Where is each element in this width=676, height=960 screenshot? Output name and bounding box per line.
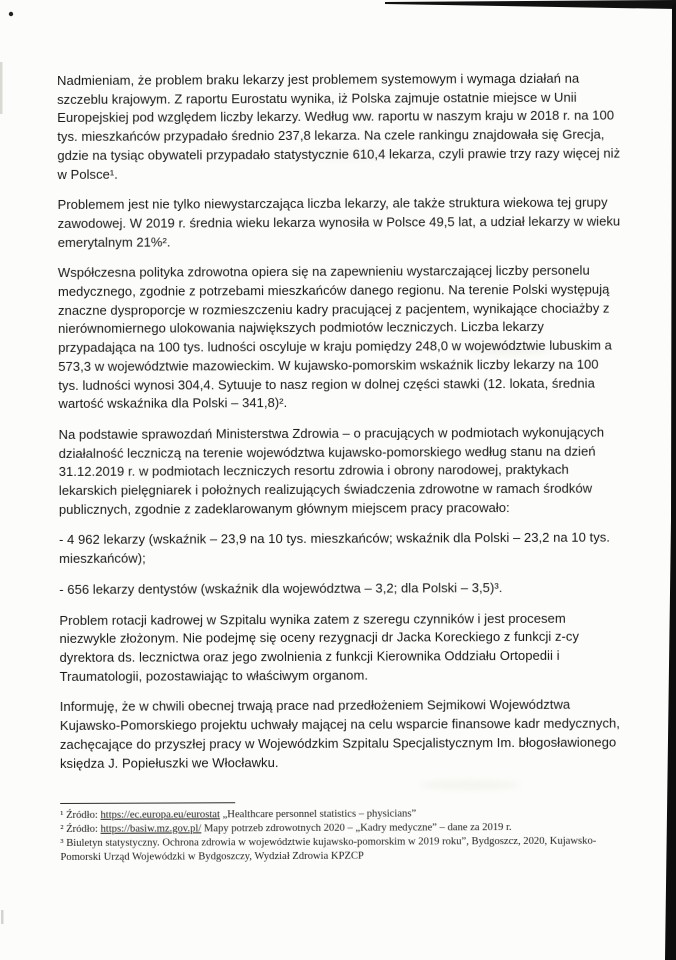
footnote (60, 834, 623, 864)
letter-content (57, 70, 623, 865)
paragraph: Na podstawie sprawozdań Ministerstwa Zdrowia – o pracujących w podmiotach wykonujących działalność leczniczą na terenie województwa kujawsko-pomorskiego według stanu na dzień 31.12.2019 r. w podmiotach leczniczych resortu zdrowia i obrony narodowej, praktykach lekarskich pielęgniarek i położnych realizujących świadczenia zdrowotne w ramach środków publicznych, zgodnie z zadeklarowanym głównym miejscem pracy pracowało: (58, 424, 605, 517)
footnote-text: ¹ Źródło: (60, 810, 101, 822)
left-edge-mark (1, 910, 4, 924)
paragraph: Problemem jest nie tylko niewystarczająca liczba lekarzy, ale także struktura wiekowa tej grupy zawodowej. W 2019 r. średnia wieku lekarza wynosiła w Polsce 49,5 lat, a udział lekarzy w wieku emerytalnym 21%². (57, 194, 621, 250)
footnotes (60, 807, 623, 865)
paragraph: Nadmieniam, że problem braku lekarzy jest problemem systemowym i wymaga działań na szczeblu krajowym. Z raportu Eurostatu wynika, iż Polska zajmuje ostatnie miejsce w Unii Europejskiej pod względem liczby lekarzy. Według ww. raportu w naszym kraju w 2018 r. na 100 tys. mieszkańców przypadało średnio 237,8 lekarza. Na czele rankingu znajdowała się Grecja, gdzie na tysiąc obywateli przypadało statystycznie 610,4 lekarza, czyli prawie trzy razy więcej niż w Polsce¹. (57, 70, 621, 182)
footnote-url: https://ec.europa.eu/eurostat (100, 809, 220, 822)
paragraphs (57, 70, 623, 774)
footnote-text: ² Źródło: (60, 823, 101, 835)
paragraph: - 4 962 lekarzy (wskaźnik – 23,9 na 10 tys. mieszkańców; wskaźnik dla Polski – 23,2 na 10 tys. mieszkańców); (59, 530, 611, 567)
left-edge-mark (0, 62, 3, 114)
footnote-url: https://basiw.mz.gov.pl/ (100, 823, 202, 835)
scan-edge-right (665, 2, 676, 960)
paragraph: - 656 lekarzy dentystów (wskaźnik dla województwa – 3,2; dla Polski – 3,5)³. (59, 579, 503, 597)
footnote-divider (60, 802, 235, 804)
footnote-text: Mapy potrzeb zdrowotnych 2020 – „Kadry medyczne” – dane za 2019 r. (201, 822, 512, 835)
footnote-text: „Healthcare personnel statistics – physicians” (219, 808, 417, 821)
paragraph: Współczesna polityka zdrowotna opiera się na zapewnieniu wystarczającej liczby personelu medycznego, zgodnie z potrzebami mieszkańców danego regionu. Na terenie Polski występują znaczne dysproporcje w rozmieszczeniu kadry pracującej z pacjentem, wynikające chociażby z nierównomiernego ulokowania największych podmiotów leczniczych. Liczba lekarzy przypadająca na 100 tys. ludności oscyluje w kraju pomiędzy 248,0 w województwie lubuskim a 573,3 w województwie mazowieckim. W kujawsko-pomorskim wskaźnik liczby lekarzy na 100 tys. ludności wynosi 304,4. Sytuuje to nasz region w dolnej części stawki (12. lokata, średnia wartość wskaźnika dla Polski – 341,8)². (57, 263, 612, 412)
ink-dot (9, 12, 13, 16)
paragraph: Problem rotacji kadrowej w Szpitalu wynika zatem z szeregu czynników i jest procesem niezwykle złożonym. Nie podejmę się oceny rezygnacji dr Jacka Koreckiego z funkcji z-cy dyrektora ds. lecznictwa oraz jego zwolnienia z funkcji Kierownika Oddziału Ortopedii i Traumatologii, pozostawiając to właściwym organom. (59, 610, 580, 684)
footnote-text: ³ Biuletyn statystyczny. Ochrona zdrowia w województwie kujawsko-pomorskim w 2019 roku”, Bydgoszcz, 2020, Kujawsko-Pomorski Urząd Wojewódzki w Bydgoszczy, Wydział Zdrowia KPZCP (60, 835, 597, 863)
scan-edge-top (385, 0, 676, 9)
paragraph: Informuję, że w chwili obecnej trwają prace nad przedłożeniem Sejmikowi Województwa Kujawsko-Pomorskiego projektu uchwały mającej na celu wsparcie finansowe kadr medycznych, zachęcające do przyszłej pracy w Wojewódzkim Szpitalu Specjalistycznym Im. błogosławionego księdza J. Popiełuszki we Włocławku. (59, 697, 620, 771)
